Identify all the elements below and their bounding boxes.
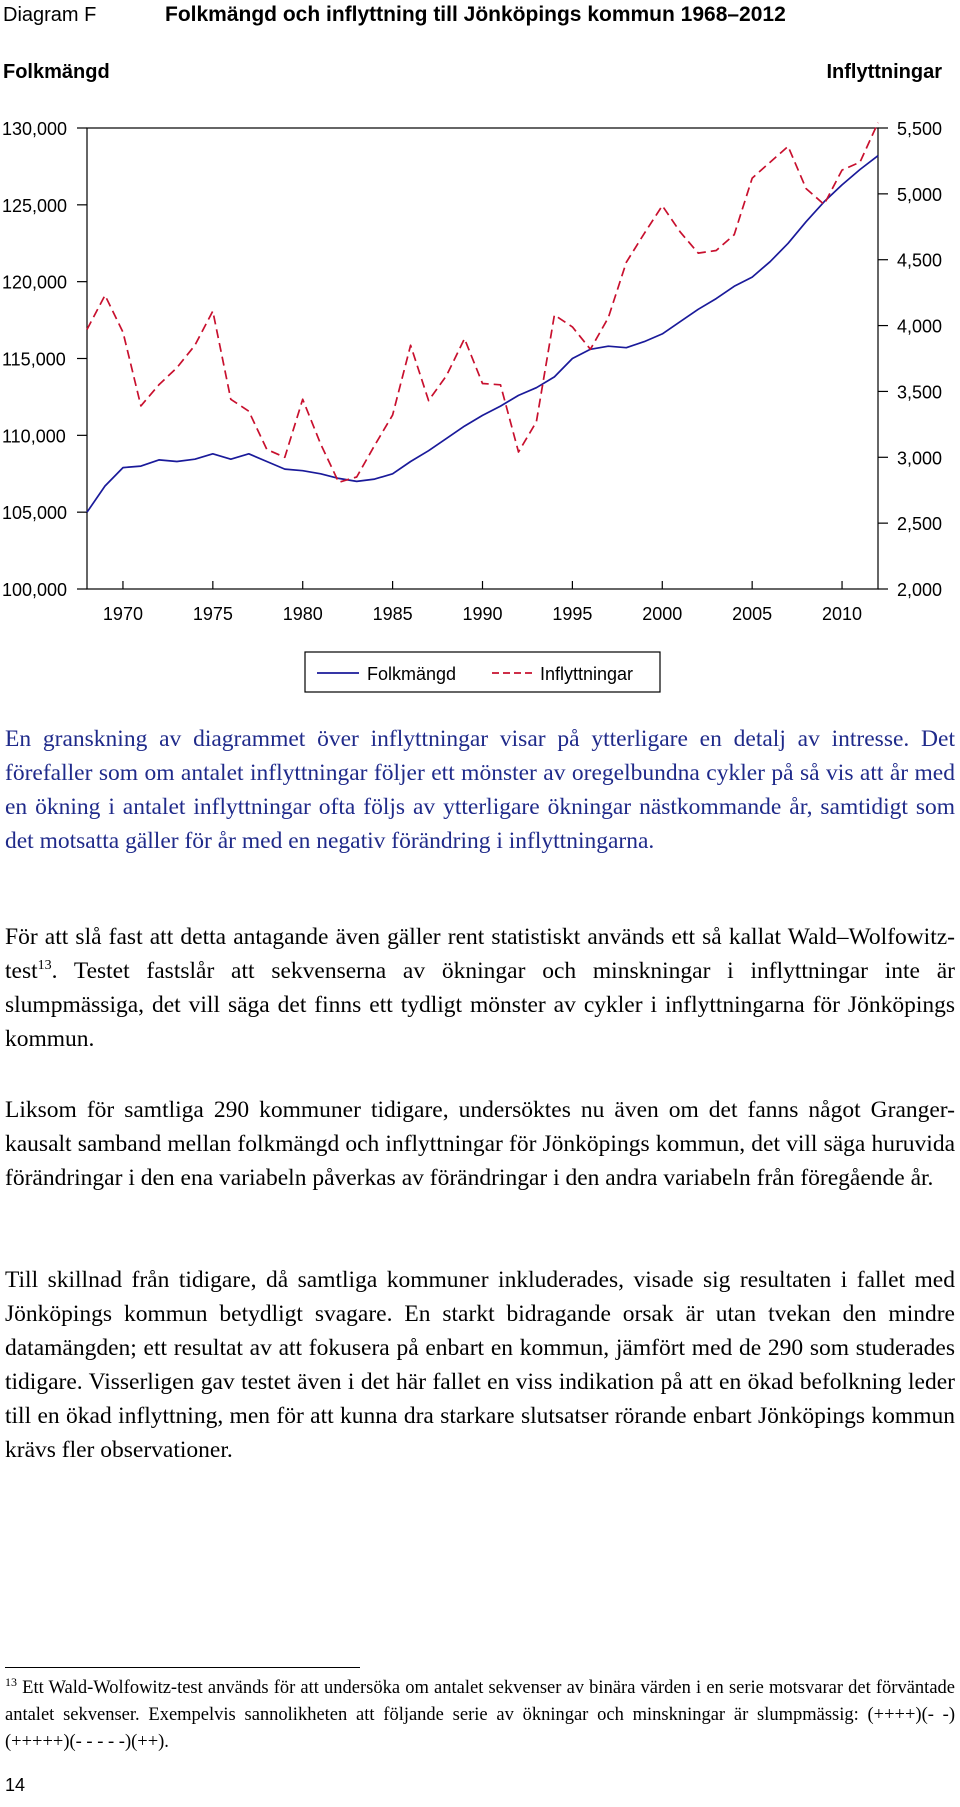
right-tick-label: 5,000	[896, 184, 942, 205]
right-tick-label: 3,500	[896, 382, 942, 403]
x-axis	[103, 581, 862, 624]
right-axis	[878, 119, 942, 600]
legend-label: Folkmängd	[367, 664, 457, 684]
paragraph-2-end: . Testet fastslår att sekvenserna av ökningar och minskningar i inflyttningar inte är slumpmässiga, det vill säga det finns ett tydligt mönster av cykler i inflyttningarna för Jönköpings kommun.	[5, 958, 955, 1052]
x-tick-label: 1975	[192, 604, 233, 624]
left-axis-title: Folkmängd	[3, 61, 110, 83]
left-tick-label: 105,000	[2, 503, 68, 524]
right-tick-label: 5,500	[896, 119, 942, 139]
footnote-number: 13	[5, 1675, 17, 1689]
legend-label: Inflyttningar	[540, 664, 634, 684]
paragraph-2-start: För att slå fast att detta antagande även gäller rent statistiskt används ett så kallat Wald–Wolfowitz-test	[5, 924, 955, 984]
series-layer	[87, 123, 878, 513]
right-tick-label: 2,000	[896, 580, 942, 600]
figure-header	[0, 0, 960, 36]
right-tick-label: 2,500	[896, 514, 942, 535]
paragraph-2	[5, 920, 955, 1056]
series-line-folkm-ngd	[87, 156, 878, 513]
x-tick-label: 1990	[462, 604, 503, 624]
left-tick-label: 115,000	[2, 349, 66, 370]
x-tick-label: 2000	[642, 604, 683, 624]
x-tick-label: 1995	[552, 604, 593, 624]
x-tick-label: 2010	[822, 604, 863, 624]
left-axis	[2, 119, 87, 600]
legend	[305, 652, 660, 692]
footnote-divider	[5, 1667, 360, 1668]
left-tick-label: 125,000	[2, 195, 68, 216]
footnote	[5, 1675, 955, 1756]
x-tick-label: 1970	[102, 604, 143, 624]
paragraph-1: En granskning av diagrammet över inflyttningar visar på ytterligare en detalj av intresse. Det förefaller som om antalet inflyttningar följer ett mönster av oregelbundna cykler på så vis att år med en ökning i antalet inflyttningar ofta följs av ytterligare ökningar nästkommande år, samtidigt som det motsatta gäller för år med en negativ förändring i inflyttningarna.	[5, 726, 955, 854]
right-tick-label: 4,500	[896, 250, 942, 271]
left-tick-label: 130,000	[2, 119, 68, 139]
plot-border	[87, 128, 878, 589]
page-number: 14	[5, 1775, 26, 1795]
paragraph-3: Liksom för samtliga 290 kommuner tidigare, undersöktes nu även om det fanns något Granger-kausalt samband mellan folkmängd och inflyttningar för Jönköpings kommun, det vill säga huruvida förändringar i den ena variabeln påverkas av förändringar i den andra variabeln från föregående år.	[5, 1097, 955, 1191]
right-tick-label: 4,000	[896, 316, 942, 337]
left-tick-label: 110,000	[2, 426, 66, 447]
x-tick-label: 1985	[372, 604, 413, 624]
right-axis-title: Inflyttningar	[826, 61, 942, 83]
figure-label: Diagram F	[3, 4, 97, 26]
plot-frame	[87, 128, 878, 589]
left-tick-label: 100,000	[2, 580, 68, 600]
dual-axis-line-chart	[0, 40, 960, 700]
chart-title: Folkmängd och inflyttning till Jönköpings kommun 1968–2012	[165, 3, 786, 26]
x-tick-label: 2005	[732, 604, 773, 624]
right-tick-label: 3,000	[896, 448, 942, 469]
paragraph-4: Till skillnad från tidigare, då samtliga kommuner inkluderades, visade sig resultaten i fallet med Jönköpings kommun betydligt svagare. En starkt bidragande orsak är utan tvekan den mindre datamängden; ett resultat av att fokusera på enbart en kommun, jämfört med de 290 som studerades tidigare. Visserligen gav testet även i det här fallet en viss indikation på att en ökad befolkning leder till en ökad inflyttning, men för att kunna dra starkare slutsatser rörande enbart Jönköpings kommun krävs fler observationer.	[5, 1267, 955, 1463]
series-line-inflyttningar	[87, 123, 878, 483]
footnote-reference[interactable]: 13	[37, 958, 52, 973]
left-tick-label: 120,000	[2, 272, 68, 293]
x-tick-label: 1980	[282, 604, 323, 624]
footnote-text: Ett Wald-Wolfowitz-test används för att undersöka om antalet sekvenser av binära värden i en serie motsvarar det förväntade antalet sekvenser. Exempelvis sannolikheten att följande serie av ökningar och minskningar är slumpmässig: (++++)(- -)(+++++)(- - - - -)(++).	[5, 1678, 955, 1752]
